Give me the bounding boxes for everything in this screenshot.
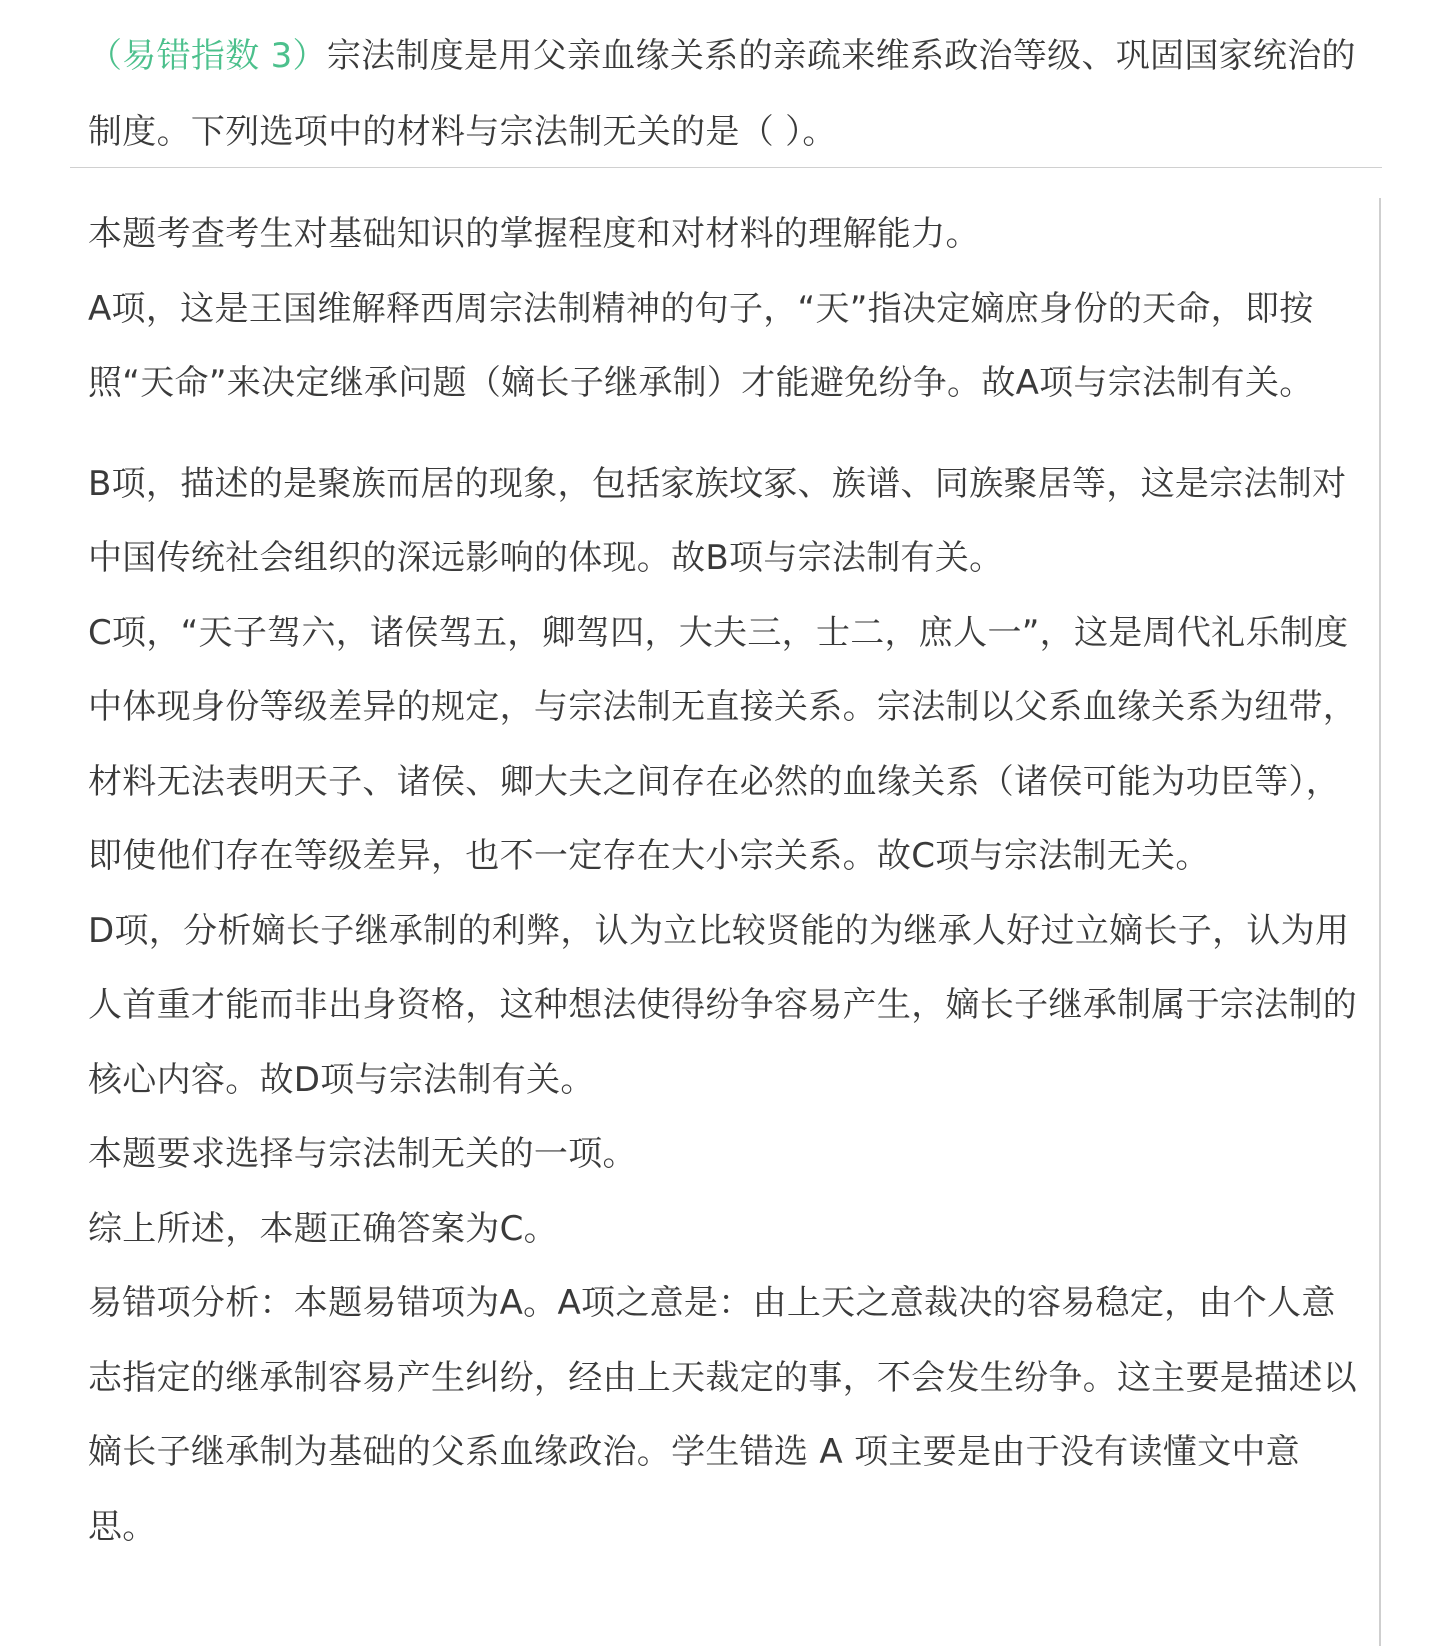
- analysis-error: 易错项分析：本题易错项为A。A项之意是：由上天之意裁决的容易稳定，由个人意志指定的继承制容易产生纠纷，经由上天裁定的事，不会发生纷争。这主要是描述以嫡长子继承制为基础的父系血缘政治。学生错选 A 项主要是由于没有读懂文中意思。: [88, 1283, 1358, 1547]
- analysis-option-a: A项，这是王国维解释西周宗法制精神的句子，“天”指决定嫡庶身份的天命，即按照“天命”来决定继承问题（嫡长子继承制）才能避免纷争。故A项与宗法制有关。: [88, 288, 1314, 403]
- analysis-scroll-rule: [1379, 198, 1381, 1646]
- analysis-option-b: B项，描述的是聚族而居的现象，包括家族坟冢、族谱、同族聚居等，这是宗法制对中国传统社会组织的深远影响的体现。故B项与宗法制有关。: [88, 463, 1347, 578]
- analysis-panel: [88, 197, 1368, 1564]
- analysis-option-d: D项，分析嫡长子继承制的利弊，认为立比较贤能的为继承人好过立嫡长子，认为用人首重才能而非出身资格，这种想法使得纷争容易产生，嫡长子继承制属于宗法制的核心内容。故D项与宗法制有关。: [88, 910, 1358, 1100]
- analysis-intro: 本题考查考生对基础知识的掌握程度和对材料的理解能力。: [88, 214, 980, 254]
- difficulty-label: （易错指数 3）: [88, 36, 327, 76]
- question-stem: [88, 18, 1378, 170]
- analysis-option-c: C项，“天子驾六，诸侯驾五，卿驾四，大夫三，士二，庶人一”，这是周代礼乐制度中体现身份等级差异的规定，与宗法制无直接关系。宗法制以父系血缘关系为纽带，材料无法表明天子、诸侯、卿大夫之间存在必然的血缘关系（诸侯可能为功臣等），即使他们存在等级差异，也不一定存在大小宗关系。故C项与宗法制无关。: [88, 612, 1358, 876]
- question-text: 宗法制度是用父亲血缘关系的亲疏来维系政治等级、巩固国家统治的制度。下列选项中的材料与宗法制无关的是（ ）。: [88, 36, 1356, 152]
- question-divider: [70, 167, 1382, 168]
- analysis-conclusion: 综上所述，本题正确答案为C。: [88, 1208, 558, 1249]
- analysis-requirement: 本题要求选择与宗法制无关的一项。: [88, 1134, 637, 1174]
